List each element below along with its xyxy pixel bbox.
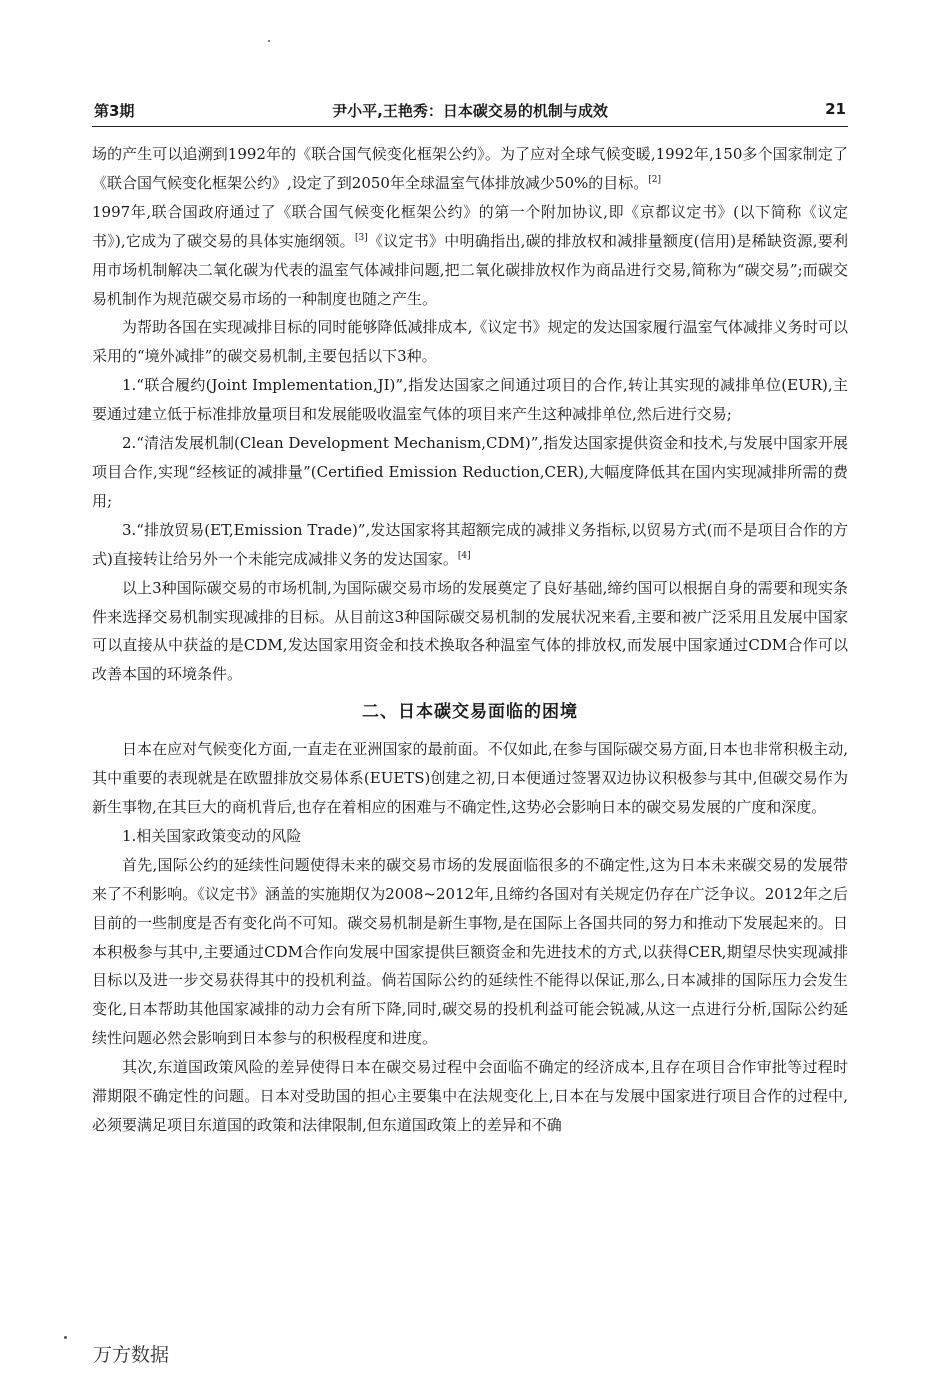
citation-3: [3] <box>354 232 368 243</box>
citation-2: [2] <box>648 174 662 185</box>
section-heading: 二、日本碳交易面临的困境 <box>362 702 578 723</box>
page-number: 21 <box>825 100 846 118</box>
paragraph-summary: 以上3种国际碳交易的市场机制,为国际碳交易市场的发展奠定了良好基础,缔约国可以根据自身的需要和现实条件来选择交易机制实现减排的目标。从目前这3种国际碳交易机制的发展状况来看,主要和被广泛采用且发展中国家可以直接从中获益的是CDM,发达国家用资金和技术换取各种温室气体的排放权,而发展中国家通过CDM合作可以改善本国的环境条件。 <box>92 578 848 684</box>
issue-label: 第3期 <box>94 102 135 120</box>
paragraph-japan-intro: 日本在应对气候变化方面,一直走在亚洲国家的最前面。不仅如此,在参与国际碳交易方面,日本也非常积极主动,其中重要的表现就是在欧盟排放交易体系(EUETS)创建之初,日本便通过签署双边协议积极参与其中,但碳交易作为新生事物,在其巨大的商机背后,也存在着相应的困难与不确定性,这势必会影响日本的碳交易发展的广度和深度。 <box>92 740 848 817</box>
list-item-et: 3.“排放贸易(ET,Emission Trade)”,发达国家将其超额完成的减排义务指标,以贸易方式(而不是项目合作的方式)直接转让给另外一个未能完成减排义务的发达国家。[4] <box>92 520 848 568</box>
running-title: 尹小平,王艳秀：日本碳交易的机制与成效 <box>332 102 608 120</box>
scan-speck <box>268 40 270 42</box>
scan-speck <box>64 1336 67 1339</box>
citation-4: [4] <box>457 550 471 561</box>
watermark-footer: 万方数据 <box>93 1344 170 1366</box>
header-rule <box>92 126 848 127</box>
running-header <box>92 100 848 124</box>
paragraph-1: 场的产生可以追溯到1992年的《联合国气候变化框架公约》。为了应对全球气候变暖,1992年,150多个国家制定了《联合国气候变化框架公约》,设定了到2050年全球温室气体排放减少50%的目标。[2] 1997年,联合国政府通过了《联合国气候变化框架公约》的第一个附加协议,即《京都议定书》(以下简称《议定书》),它成为了碳交易的具体实施纲领。[3]《议定书》中明确指出,碳的排放权和减排量额度(信用)是稀缺资源,要利用市场机制解决二氧化碳为代表的温室气体减排问题,把二氧化碳排放权作为商品进行交易,简称为“碳交易”;而碳交易机制作为规范碳交易市场的一种制度也随之产生。 <box>92 145 849 308</box>
list-item-cdm: 2.“清洁发展机制(Clean Development Mechanism,CDM)”,指发达国家提供资金和技术,与发展中国家开展项目合作,实现“经核证的减排量”(Certified Emission Reduction,CER),大幅度降低其在国内实现减排所需的费用; <box>92 434 848 510</box>
subsection-heading: 1.相关国家政策变动的风险 <box>122 826 302 845</box>
paragraph-2: 为帮助各国在实现减排目标的同时能够降低减排成本,《议定书》规定的发达国家履行温室气体减排义务时可以采用的“境外减排”的碳交易机制,主要包括以下3种。 <box>92 318 848 366</box>
paragraph-second: 其次,东道国政策风险的差异使得日本在碳交易过程中会面临不确定的经济成本,且存在项目合作审批等过程时滞期限不确定性的问题。日本对受助国的担心主要集中在法规变化上,日本在与发展中国家进行项目合作的过程中,必须要满足项目东道国的政策和法律限制,但东道国政策上的差异和不确 <box>92 1058 848 1134</box>
list-item-ji: 1.“联合履约(Joint Implementation,JI)”,指发达国家之间通过项目的合作,转让其实现的减排单位(EUR),主要通过建立低于标准排放量项目和发展能吸收温室气体的项目来产生这种减排单位,然后进行交易; <box>92 376 848 424</box>
paragraph-first: 首先,国际公约的延续性问题使得未来的碳交易市场的发展面临很多的不确定性,这为日本未来碳交易的发展带来了不利影响。《议定书》涵盖的实施期仅为2008~2012年,且缔约各国对有关规定仍存在广泛争议。2012年之后目前的一些制度是否有变化尚不可知。碳交易机制是新生事物,是在国际上各国共同的努力和推动下发展起来的。日本积极参与其中,主要通过CDM合作向发展中国家提供巨额资金和先进技术的方式,以获得CER,期望尽快实现减排目标以及进一步交易获得其中的投机利益。倘若国际公约的延续性不能得以保证,那么,日本减排的国际压力会发生变化,日本帮助其他国家减排的动力会有所下降,同时,碳交易的投机利益可能会锐减,从这一点进行分析,国际公约延续性问题必然会影响到日本参与的积极程度和进度。 <box>92 855 848 1048</box>
article-body <box>92 140 848 1140</box>
